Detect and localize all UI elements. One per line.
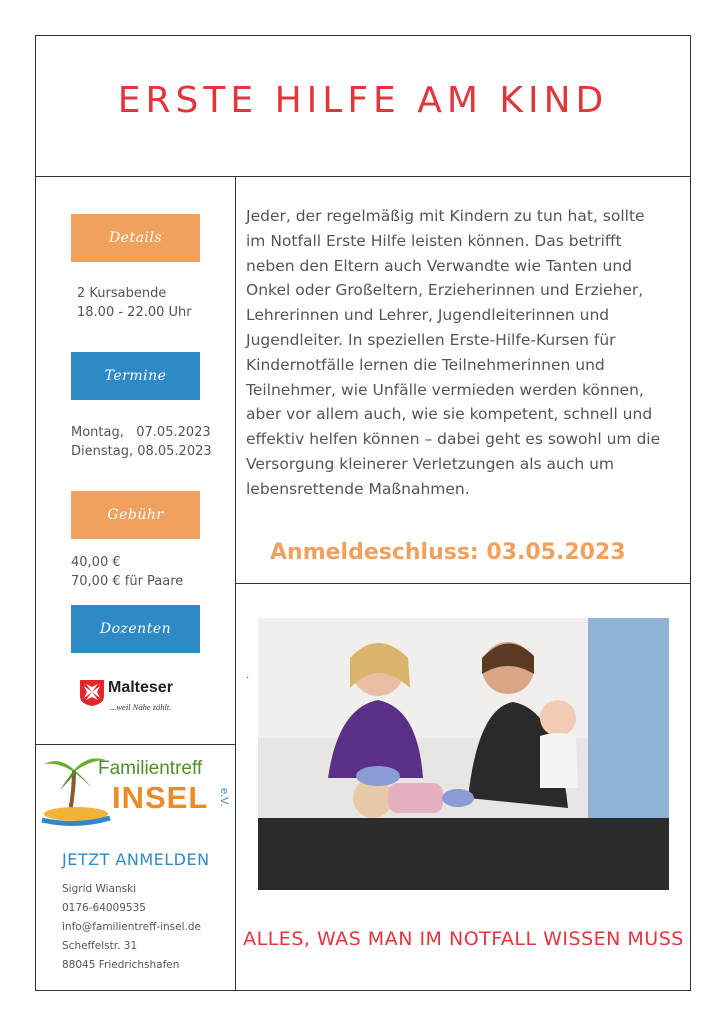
contact-heading: JETZT ANMELDEN — [62, 850, 210, 869]
malteser-tagline: ...weil Nähe zählt. — [110, 702, 172, 712]
logo-insel: INSEL — [112, 780, 209, 815]
contact-street: Scheffelstr. 31 — [62, 940, 138, 952]
malteser-name: Malteser — [108, 679, 173, 696]
contact-email[interactable]: info@familientreff-insel.de — [62, 921, 201, 933]
first-aid-training-photo — [258, 618, 669, 890]
logo-ev: e.V. — [218, 788, 230, 807]
dozenten-label: Dozenten — [71, 605, 200, 653]
familientreff-logo — [40, 750, 230, 830]
termine-line-2: Dienstag, 08.05.2023 — [71, 444, 212, 459]
gebuehr-line-1: 40,00 € — [71, 555, 121, 570]
sidebar-divider — [35, 744, 235, 745]
poster-slogan: ALLES, WAS MAN IM NOTFALL WISSEN MUSS — [243, 928, 684, 950]
gebuehr-label: Gebühr — [71, 491, 200, 539]
stray-dot: . — [246, 670, 250, 681]
contact-phone[interactable]: 0176-64009535 — [62, 902, 146, 914]
photo-illustration — [258, 618, 669, 890]
details-info — [77, 284, 192, 322]
termine-line-1: Montag, 07.05.2023 — [71, 425, 211, 440]
malteser-cross-icon — [80, 680, 104, 706]
text-photo-divider — [236, 583, 691, 584]
logo-familientreff: Familientreff — [98, 758, 203, 779]
details-label: Details — [71, 214, 200, 262]
gebuehr-info — [71, 553, 183, 591]
contact-name: Sigrid Wianski — [62, 883, 137, 895]
details-line-1: 2 Kursabende — [77, 286, 167, 301]
termine-info — [71, 423, 212, 461]
gebuehr-line-2: 70,00 € für Paare — [71, 574, 184, 589]
details-line-2: 18.00 - 22.00 Uhr — [77, 305, 192, 320]
termine-label: Termine — [71, 352, 200, 400]
title-divider — [35, 176, 691, 177]
poster-title: ERSTE HILFE AM KIND — [117, 80, 609, 121]
malteser-logo — [80, 676, 200, 718]
registration-deadline: Anmeldeschluss: 03.05.2023 — [270, 540, 626, 565]
contact-city: 88045 Friedrichshafen — [62, 959, 180, 971]
contact-block — [62, 880, 201, 975]
course-description: Jeder, der regelmäßig mit Kindern zu tun hat, sollte im Notfall Erste Hilfe leisten können. Das betrifft neben den Eltern auch Verwandte wie Tanten und Onkel oder Großeltern, Erzieherinnen und Erzieher, Lehrerinnen und Lehrer, Jugendleiterinnen und Jugendleiter. In speziellen Erste-Hilfe-Kursen für Kindernotfälle lernen die Teilnehmerinnen und Teilnehmer, wie Unfälle vermieden werden können, aber vor allem auch, wie sie kompetent, schnell und effektiv helfen können – dabei geht es sowohl um die Versorgung kleinerer Verletzungen als auch um lebensrettende Maßnahmen. — [246, 207, 661, 498]
